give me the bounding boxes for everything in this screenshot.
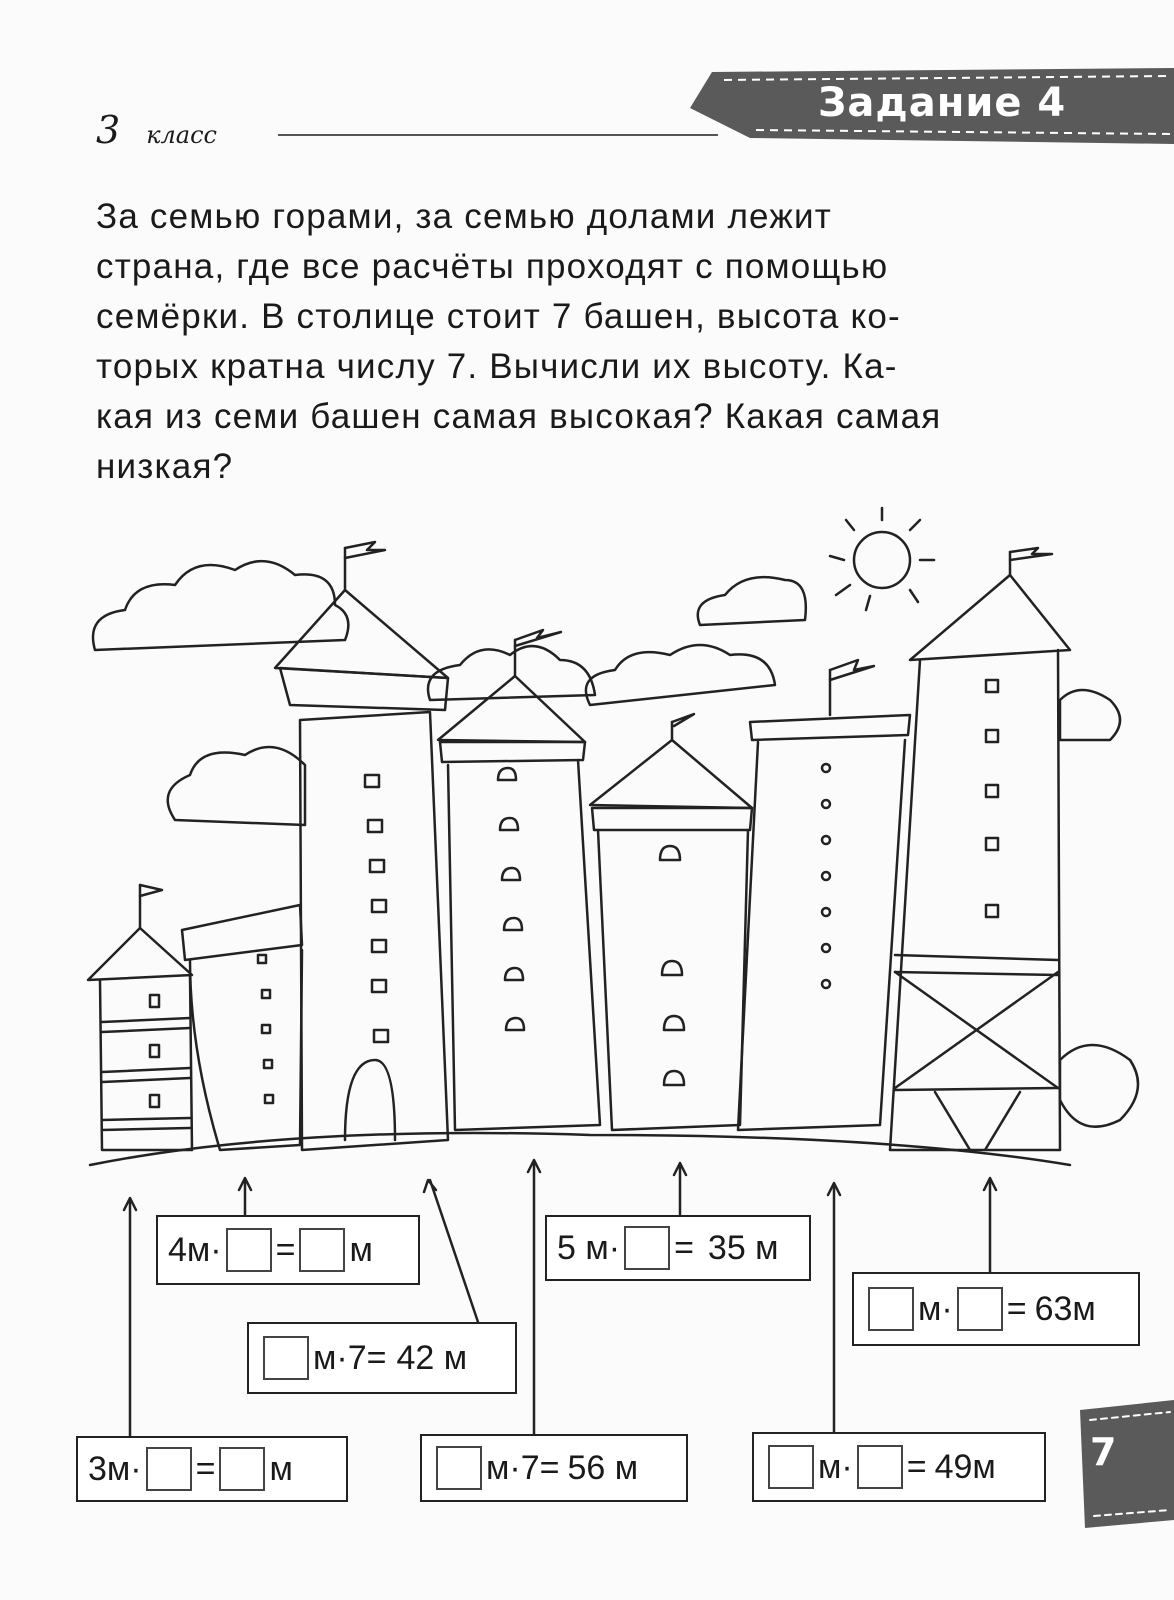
equation-dot: · — [608, 1228, 621, 1267]
task-title: Задание 4 — [818, 80, 1067, 126]
answer-field[interactable] — [146, 1447, 192, 1491]
task-line: кая из семи башен самая высокая? Какая самая — [96, 397, 942, 436]
equation-factor: 7 — [347, 1338, 367, 1377]
header-rule — [278, 134, 718, 136]
cloud-icon — [698, 577, 806, 625]
equation-dot: · — [841, 1447, 853, 1486]
equation-box — [156, 1215, 420, 1285]
equation-dot: · — [130, 1449, 142, 1488]
task-line: низкая? — [96, 447, 234, 486]
answer-field[interactable] — [868, 1287, 914, 1331]
equation-result: 42 м — [396, 1338, 468, 1377]
equation-unit: м — [486, 1448, 510, 1487]
answer-field[interactable] — [226, 1228, 272, 1272]
answer-field[interactable] — [768, 1445, 814, 1489]
equation-box — [247, 1322, 517, 1394]
tower-icon — [890, 548, 1070, 1150]
equation-result: 63м — [1034, 1289, 1096, 1328]
task-line: семёрки. В столице стоит 7 башен, высота ко- — [96, 297, 901, 336]
equation-dot: · — [509, 1448, 521, 1487]
equation-factor: 5 м — [557, 1228, 609, 1267]
equation-unit: м — [818, 1447, 842, 1486]
task-line: торых кратна числу 7. Вычисли их высоту. Ка- — [96, 347, 898, 386]
cloud-icon — [1060, 1045, 1138, 1127]
tower-icon — [590, 714, 752, 1130]
equation-unit: м — [349, 1230, 373, 1269]
equation-box — [852, 1272, 1140, 1346]
cloud-icon — [1060, 690, 1120, 740]
answer-field[interactable] — [624, 1226, 670, 1270]
equation-factor: 7 — [520, 1448, 540, 1487]
equation-unit: м — [918, 1289, 942, 1328]
equation-box — [76, 1436, 348, 1502]
tower-icon — [182, 905, 302, 1150]
equation-dot: · — [336, 1338, 348, 1377]
grade-label — [96, 108, 217, 152]
equation-result: 49м — [934, 1447, 996, 1486]
cloud-icon — [586, 645, 775, 705]
tower-icon — [738, 660, 910, 1130]
answer-field[interactable] — [299, 1228, 345, 1272]
equation-box — [420, 1434, 688, 1502]
task-line: страна, где все расчёты проходят с помощью — [96, 247, 889, 286]
answer-field[interactable] — [263, 1336, 309, 1380]
equation-box — [752, 1432, 1046, 1502]
equation-dot: · — [210, 1230, 222, 1269]
equation-unit: м — [313, 1338, 337, 1377]
equation-equals: = — [366, 1338, 387, 1377]
equation-result: 35 м — [707, 1228, 779, 1267]
equation-equals: = — [1006, 1289, 1027, 1328]
equation-box — [545, 1215, 811, 1281]
grade-word: класс — [146, 121, 217, 149]
sun-icon — [830, 508, 934, 610]
page-number: 7 — [1090, 1430, 1117, 1474]
equation-unit: м — [269, 1449, 293, 1488]
equation-equals: = — [674, 1228, 694, 1267]
cloud-icon — [93, 561, 348, 650]
equation-equals: = — [539, 1448, 560, 1487]
equation-equals: = — [275, 1230, 296, 1269]
tower-icon — [275, 542, 448, 1150]
tower-icon — [438, 630, 600, 1130]
equation-equals: = — [195, 1449, 216, 1488]
cloud-icon — [428, 646, 595, 700]
tower-icon — [88, 885, 192, 1150]
equation-result: 56 м — [567, 1448, 639, 1487]
equation-dot: · — [941, 1289, 953, 1328]
answer-field[interactable] — [436, 1446, 482, 1490]
equation-equals: = — [906, 1447, 927, 1486]
answer-field[interactable] — [219, 1447, 265, 1491]
answer-field[interactable] — [857, 1445, 903, 1489]
cloud-icon — [168, 747, 305, 825]
equation-factor: 4м — [168, 1230, 211, 1269]
task-description — [96, 192, 1042, 492]
grade-number: 3 — [96, 108, 121, 152]
task-line: За семью горами, за семью долами лежит — [96, 197, 832, 236]
equation-factor: 3м — [88, 1449, 131, 1488]
answer-field[interactable] — [957, 1287, 1003, 1331]
